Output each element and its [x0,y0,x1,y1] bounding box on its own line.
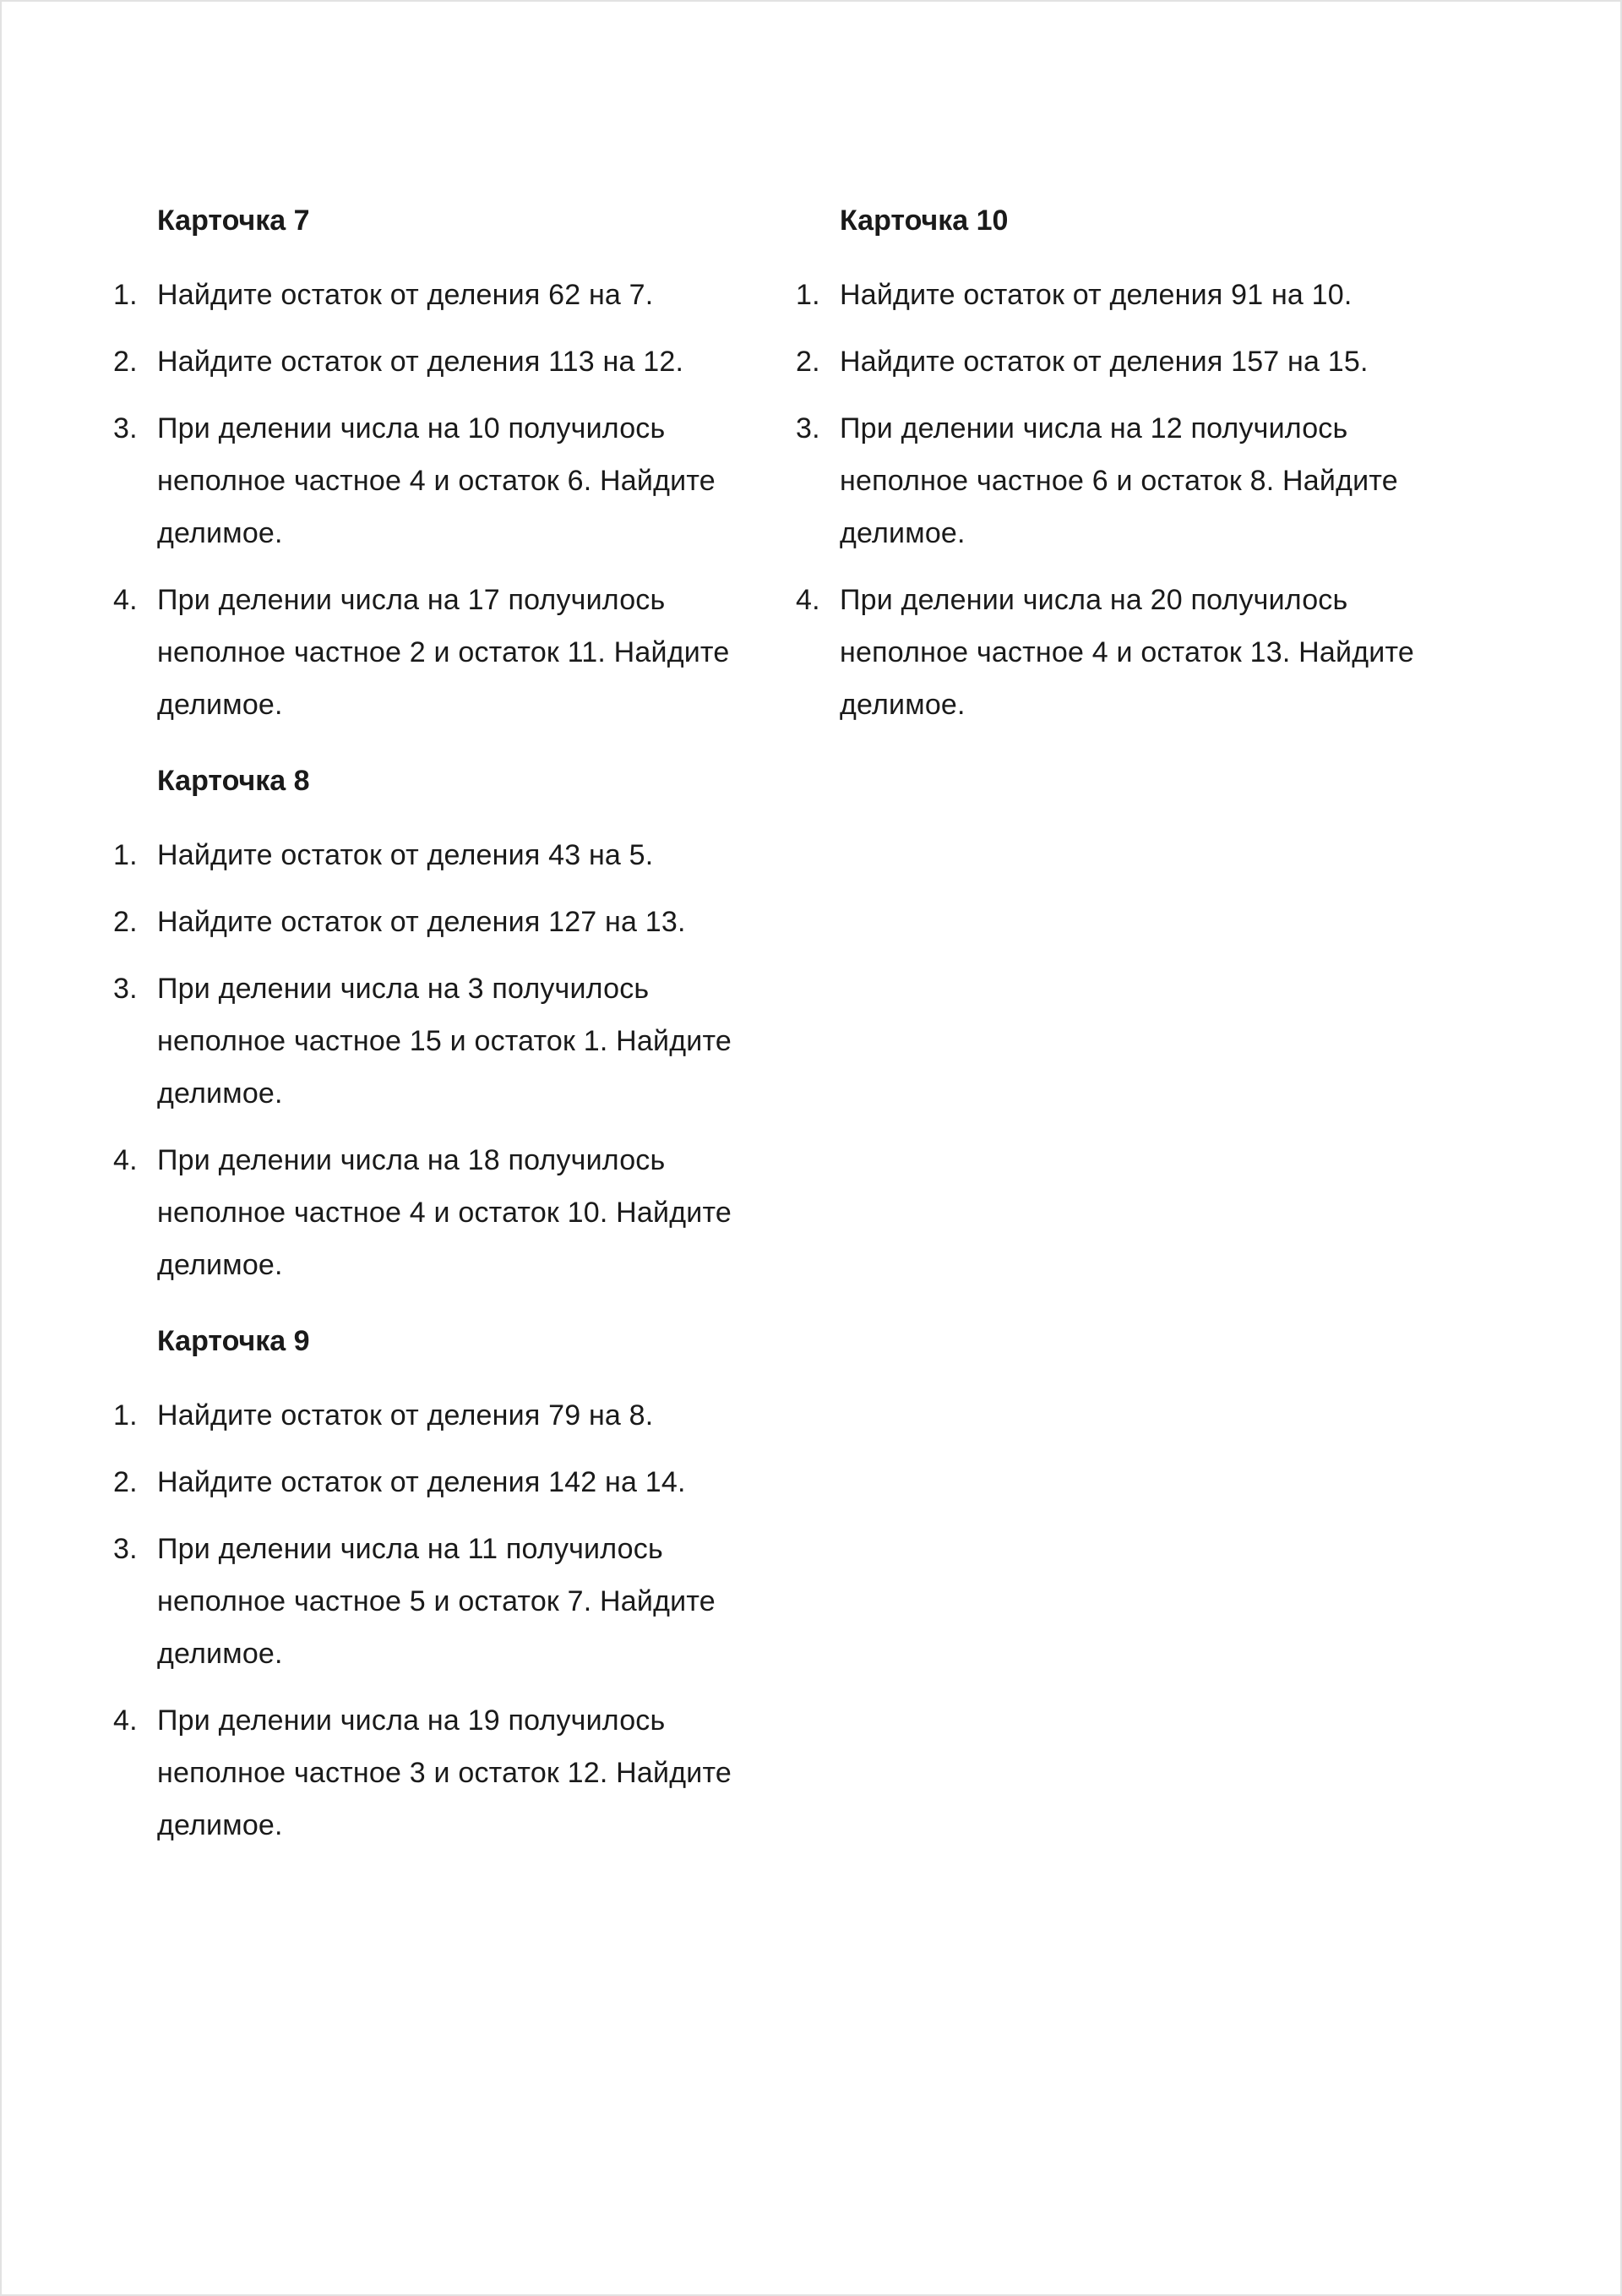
task-number: 1. [113,839,138,871]
task-item [108,402,767,559]
card-title: Карточка 10 [840,205,1009,237]
task-item [108,829,767,881]
card-title: Карточка 8 [157,765,310,797]
task-number: 1. [796,279,820,311]
task-number: 1. [113,279,138,311]
task-item [108,963,767,1120]
card-9 [108,1318,767,1852]
task-text: При делении числа на 18 получилось неполное частное 4 и остаток 10. Найдите делимое. [157,1144,732,1281]
task-number: 4. [113,584,138,616]
task-list [108,269,767,731]
task-item [108,335,767,388]
card-7 [108,198,767,731]
task-item [108,1523,767,1680]
task-item [108,1456,767,1508]
task-text: Найдите остаток от деления 113 на 12. [157,346,684,378]
task-number: 3. [113,1533,138,1565]
task-item [108,896,767,948]
task-text: При делении числа на 11 получилось неполное частное 5 и остаток 7. Найдите делимое. [157,1533,716,1670]
task-number: 3. [113,412,138,444]
task-item [791,335,1450,388]
task-number: 2. [113,906,138,938]
card-10 [791,198,1450,731]
task-number: 2. [796,346,820,378]
task-list [108,1389,767,1852]
task-text: При делении числа на 10 получилось неполное частное 4 и остаток 6. Найдите делимое. [157,412,716,549]
task-text: Найдите остаток от деления 127 на 13. [157,906,686,938]
task-item [108,574,767,731]
task-text: При делении числа на 3 получилось неполное частное 15 и остаток 1. Найдите делимое. [157,973,732,1110]
task-item [108,1134,767,1291]
task-item [108,1389,767,1442]
task-item [791,574,1450,731]
task-number: 3. [796,412,820,444]
task-text: При делении числа на 17 получилось неполное частное 2 и остаток 11. Найдите делимое. [157,584,730,721]
task-number: 2. [113,1466,138,1498]
task-text: При делении числа на 20 получилось неполное частное 4 и остаток 13. Найдите делимое. [840,584,1414,721]
task-text: При делении числа на 19 получилось неполное частное 3 и остаток 12. Найдите делимое. [157,1704,732,1841]
left-column [108,198,767,1879]
task-list [791,269,1450,731]
task-text: Найдите остаток от деления 91 на 10. [840,279,1353,311]
card-title: Карточка 7 [157,205,310,237]
card-title: Карточка 9 [157,1325,310,1357]
task-text: Найдите остаток от деления 157 на 15. [840,346,1369,378]
card-8 [108,758,767,1291]
task-item [108,1694,767,1852]
right-column [791,198,1450,758]
task-list [108,829,767,1291]
task-text: Найдите остаток от деления 62 на 7. [157,279,654,311]
task-number: 3. [113,973,138,1005]
task-text: Найдите остаток от деления 79 на 8. [157,1399,654,1432]
task-item [791,402,1450,559]
task-number: 4. [113,1704,138,1737]
task-item [791,269,1450,321]
task-number: 4. [113,1144,138,1176]
task-number: 1. [113,1399,138,1432]
task-text: Найдите остаток от деления 142 на 14. [157,1466,686,1498]
task-item [108,269,767,321]
task-text: При делении числа на 12 получилось неполное частное 6 и остаток 8. Найдите делимое. [840,412,1398,549]
task-number: 2. [113,346,138,378]
task-text: Найдите остаток от деления 43 на 5. [157,839,654,871]
task-number: 4. [796,584,820,616]
